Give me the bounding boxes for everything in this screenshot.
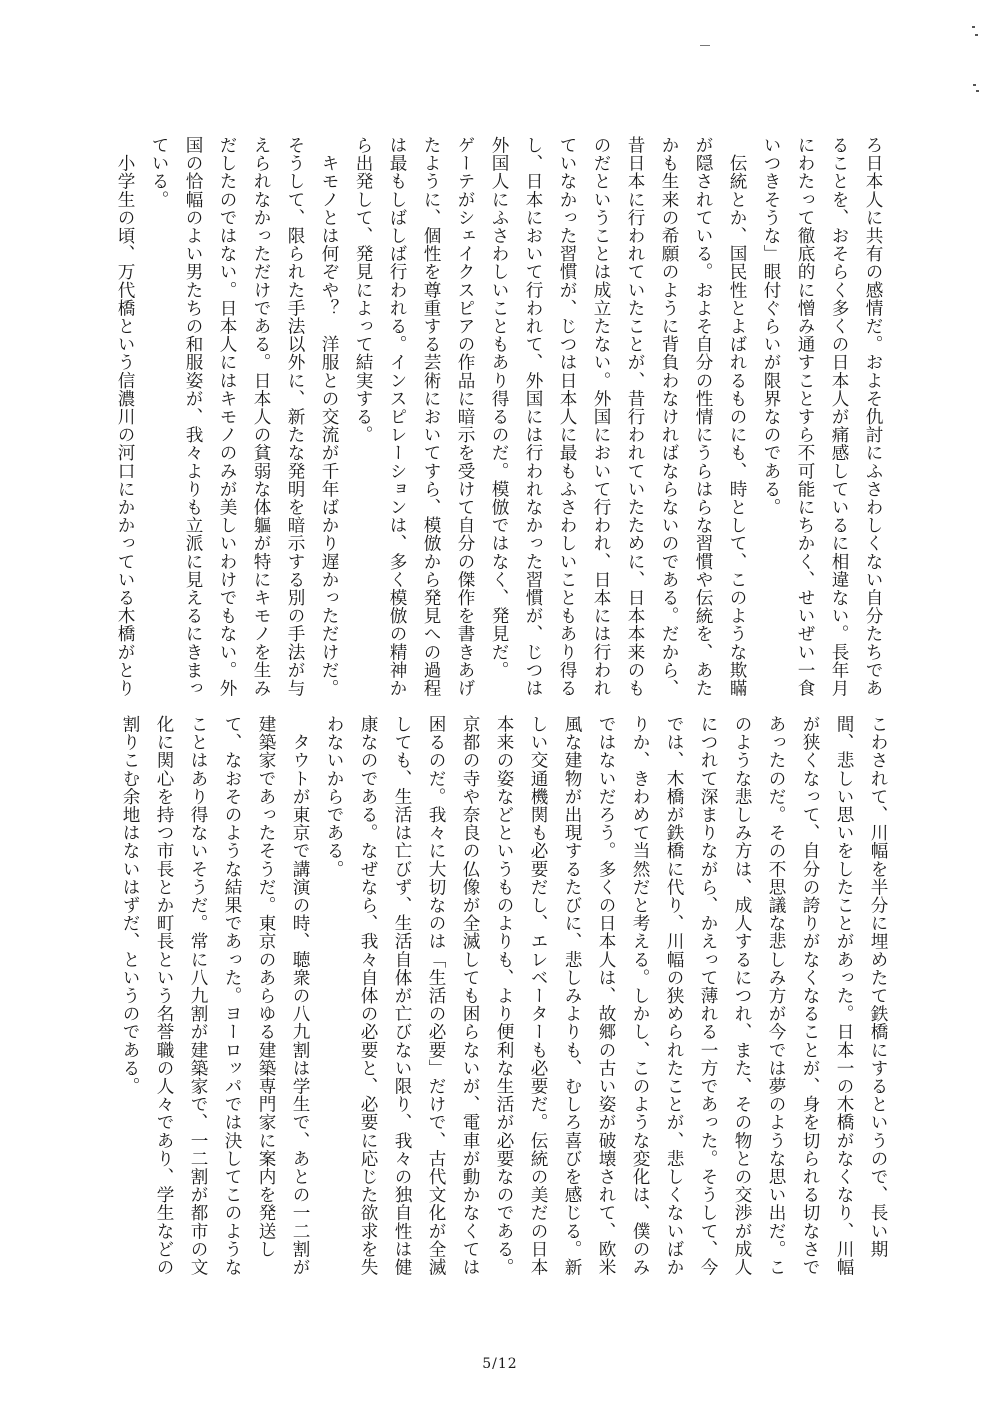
text-line: につれて深まりながら、かえって薄れる一方であった。そうして、今 xyxy=(698,715,718,1277)
text-line: にわたって徹底的に憎み通すことすら不可能にちかく、せいぜい一食 xyxy=(795,136,815,698)
scan-mark xyxy=(700,45,710,46)
text-line: のような悲しみ方は、成人するにつれ、また、その物との交渉が成人 xyxy=(732,715,752,1277)
text-line: いつきそうな」眼付ぐらいが限界なのである。 xyxy=(761,136,781,517)
text-line: しても、生活は亡びず、生活自体が亡びない限り、我々の独自性は健 xyxy=(392,715,412,1277)
text-line: 風な建物が出現するたびに、悲しみよりも、むしろ喜びを感じる。新 xyxy=(562,715,582,1277)
text-line: かも生来の希願のように背負わなければならないのである。だから、 xyxy=(659,136,679,698)
text-line: 割りこむ余地はないはずだ、というのである。 xyxy=(120,715,140,1096)
text-line: えられなかっただけである。日本人の貧弱な体軀が特にキモノを生み xyxy=(251,136,271,698)
text-line: 国の恰幅のよい男たちの和服姿が、我々よりも立派に見えるにきまっ xyxy=(183,136,203,698)
text-line: だしたのではない。日本人にはキモノのみが美しいわけでもない。外 xyxy=(217,136,237,698)
text-line: 外国人にふさわしいこともあり得るのだ。模倣ではなく、発見だ。 xyxy=(489,136,509,679)
text-line: のだということは成立たない。外国において行われ、日本には行われ xyxy=(591,136,611,698)
text-line: わないからである。 xyxy=(324,715,344,878)
text-line: ることを、おそらく多くの日本人が痛感しているに相違ない。長年月 xyxy=(829,136,849,698)
text-line: ろ日本人に共有の感情だ。およそ仇討にふさわしくない自分たちであ xyxy=(863,136,883,698)
text-line: キモノとは何ぞや？ 洋服との交流が千年ばかり遅かっただけだ。 xyxy=(319,136,339,698)
text-line: たように、個性を尊重する芸術においてすら、模倣から発見への過程 xyxy=(421,136,441,698)
text-line: て、なおそのような結果であった。ヨーロッパでは決してこのような xyxy=(222,715,242,1277)
text-line: しい交通機関も必要だし、エレベーターも必要だ。伝統の美だの日本 xyxy=(528,715,548,1277)
text-line: 本来の姿などというものよりも、より便利な生活が必要なのである。 xyxy=(494,715,514,1277)
text-line: し、日本において行われて、外国には行われなかった習慣が、じつは xyxy=(523,136,543,698)
text-line: りか、きわめて当然だと考える。しかし、このような変化は、僕のみ xyxy=(630,715,650,1277)
text-line: では、木橋が鉄橋に代り、川幅の狭められたことが、悲しくないばか xyxy=(664,715,684,1277)
text-line: ゲーテがシェイクスピアの作品に暗示を受けて自分の傑作を書きあげ xyxy=(455,136,475,698)
text-line: 困るのだ。我々に大切なのは「生活の必要」だけで、古代文化が全滅 xyxy=(426,715,446,1277)
text-line: が隠されている。およそ自分の性情にうらはらな習慣や伝統を、あた xyxy=(693,136,713,698)
upper-text-column xyxy=(115,136,890,698)
text-line: ていなかった習慣が、じつは日本人に最もふさわしいこともあり得る xyxy=(557,136,577,698)
text-line: ている。 xyxy=(149,136,169,209)
text-line: ら出発して、発見によって結実する。 xyxy=(353,136,373,444)
text-line: が狭くなって、自分の誇りがなくなることが、身を切られる切なさで xyxy=(800,715,820,1277)
text-line: 伝統とか、国民性とよばれるものにも、時として、このような欺瞞 xyxy=(727,136,747,698)
text-line: そうして、限られた手法以外に、新たな発明を暗示する別の手法が与 xyxy=(285,136,305,698)
text-line: 建築家であったそうだ。東京のあらゆる建築専門家に案内を発送し xyxy=(256,715,276,1258)
text-line: 康なのである。なぜなら、我々自体の必要と、必要に応じた欲求を失 xyxy=(358,715,378,1277)
text-line: あったのだ。その不思議な悲しみ方が今では夢のような思い出だ。こ xyxy=(766,715,786,1277)
text-line: 小学生の頃、万代橋という信濃川の河口にかかっている木橋がとり xyxy=(115,136,135,698)
text-line: こわされて、川幅を半分に埋めたて鉄橋にするというので、長い期 xyxy=(868,715,888,1258)
text-line: ではないだろう。多くの日本人は、故郷の古い姿が破壊されて、欧米 xyxy=(596,715,616,1277)
text-line: 間、悲しい思いをしたことがあった。日本一の木橋がなくなり、川幅 xyxy=(834,715,854,1277)
text-line: 化に関心を持つ市長とか町長という名誉職の人々であり、学生などの xyxy=(154,715,174,1277)
scan-specks xyxy=(970,20,982,100)
page-number: 5/12 xyxy=(482,1356,518,1372)
text-line: は最もしばしば行われる。インスピレーションは、多く模倣の精神か xyxy=(387,136,407,698)
text-line: 昔日本に行われていたことが、昔行われていたために、日本本来のも xyxy=(625,136,645,698)
lower-text-column xyxy=(120,715,895,1290)
text-line: 京都の寺や奈良の仏像が全滅しても困らないが、電車が動かなくては xyxy=(460,715,480,1277)
text-line: ことはあり得ないそうだ。常に八九割が建築家で、一二割が都市の文 xyxy=(188,715,208,1277)
text-line: タウトが東京で講演の時、聴衆の八九割は学生で、あとの一二割が xyxy=(290,715,310,1277)
